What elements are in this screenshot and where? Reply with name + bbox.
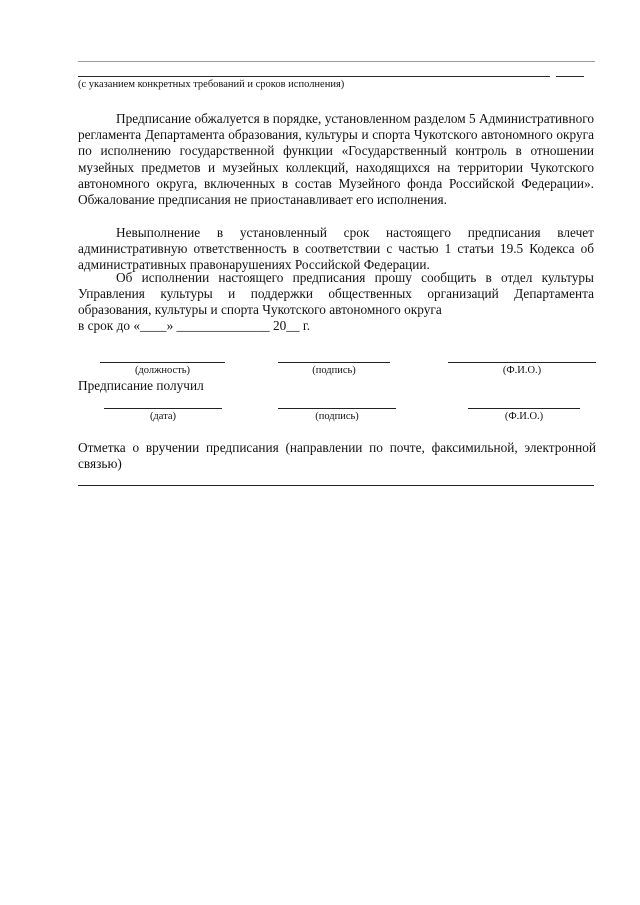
blank-line-requirements	[78, 76, 550, 77]
appeal-paragraph	[78, 111, 594, 208]
date-line	[104, 408, 222, 409]
blank-line-requirements-short	[556, 76, 584, 77]
position-line	[100, 362, 225, 363]
report-paragraph	[78, 270, 594, 319]
liability-paragraph	[78, 225, 594, 274]
full-name-line	[448, 362, 596, 363]
recipient-name-label: (Ф.И.О.)	[504, 411, 544, 422]
recipient-signature-line	[278, 408, 396, 409]
position-label: (должность)	[134, 365, 191, 376]
full-name-label: (Ф.И.О.)	[502, 365, 542, 376]
delivery-note	[78, 440, 596, 472]
report-paragraph-text: Об исполнении настоящего предписания прошу сообщить в отдел культуры Управления культуры и поддержки общественных организаций Департамента образования, культуры и спорта Чукотского автономного округа	[78, 270, 594, 318]
deadline-line: в срок до «____» ______________ 20__ г.	[78, 318, 311, 333]
date-label: (дата)	[149, 411, 177, 422]
signature-line	[278, 362, 390, 363]
appeal-paragraph-text: Предписание обжалуется в порядке, установленном разделом 5 Административного регламента Департамента образования, культуры и спорта Чукотского автономного округа по исполнению государственной функции «Государственный контроль в отношении музейных предметов и музейных коллекций, находящихся на территории Чукотского автономного округа, включенных в состав Музейного фонда Российской Федерации». Обжалование предписания не приостанавливает его исполнения.	[78, 111, 594, 208]
recipient-signature-label: (подпись)	[315, 411, 359, 422]
received-label: Предписание получил	[78, 378, 204, 393]
signature-label: (подпись)	[312, 365, 356, 376]
liability-paragraph-text: Невыполнение в установленный срок настоящего предписания влечет административную ответственность в соответствии с частью 1 статьи 19.5 Кодекса об административных правонарушениях Российской Федерации.	[78, 225, 594, 273]
delivery-note-line	[78, 485, 594, 486]
blank-line-top	[78, 61, 595, 62]
recipient-name-line	[468, 408, 580, 409]
delivery-note-text: Отметка о вручении предписания (направлении по почте, факсимильной, электронной связью)	[78, 440, 596, 472]
requirements-caption: (с указанием конкретных требований и сроков исполнения)	[78, 79, 345, 90]
